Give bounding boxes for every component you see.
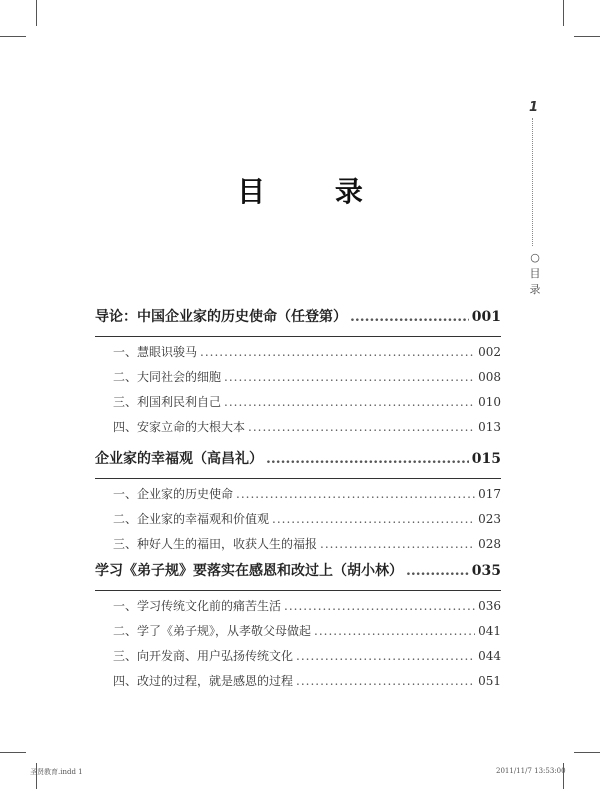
leader-dots: [406, 563, 469, 579]
leader-dots: [236, 487, 475, 501]
toc-entry[interactable]: [95, 535, 501, 560]
toc-entry[interactable]: [95, 393, 501, 418]
toc-entry[interactable]: [95, 672, 501, 697]
leader-dots: [200, 345, 475, 359]
entry-page: 051: [478, 674, 501, 688]
leader-dots: [296, 649, 475, 663]
entry-page: 010: [478, 395, 501, 409]
toc-chapter-entry[interactable]: [95, 306, 501, 337]
running-page-number: 1: [529, 100, 539, 115]
leader-dots: [296, 674, 475, 688]
leader-dots: [272, 512, 475, 526]
entry-title: 一、慧眼识骏马: [113, 345, 198, 359]
entry-title: 四、安家立命的大根大本: [113, 420, 246, 434]
page-title: 目 录: [237, 175, 393, 208]
crop-mark: [563, 0, 564, 26]
entry-title: 一、学习传统文化前的痛苦生活: [113, 599, 282, 613]
leader-dots: [284, 599, 475, 613]
entry-title: 二、企业家的幸福观和价值观: [113, 512, 270, 526]
leader-dots: [248, 420, 475, 434]
toc-entry[interactable]: [95, 343, 501, 368]
toc-entry[interactable]: [95, 418, 501, 443]
entry-title: 三、种好人生的福田，收获人生的福报: [113, 537, 318, 551]
leader-dots: [320, 537, 475, 551]
entry-page: 036: [478, 599, 501, 613]
leader-dots: [350, 309, 469, 325]
chapter-title: 企业家的幸福观（高昌礼）: [95, 451, 263, 467]
chapter-title: 导论：中国企业家的历史使命（任登第）: [95, 309, 347, 325]
toc-entry[interactable]: [95, 485, 501, 510]
entry-page: 023: [478, 512, 501, 526]
print-slug-timestamp: 2011/11/7 13:53:00: [496, 767, 566, 775]
toc-section: [95, 448, 501, 560]
leader-dots: [224, 395, 475, 409]
entry-page: 017: [478, 487, 501, 501]
leader-dots: [314, 624, 475, 638]
entry-page: 044: [478, 649, 501, 663]
entry-page: 002: [478, 345, 501, 359]
toc-entry[interactable]: [95, 368, 501, 393]
chapter-title: 学习《弟子规》要落实在感恩和改过上（胡小林）: [95, 563, 403, 579]
chapter-page: 001: [471, 309, 501, 325]
toc-entry[interactable]: [95, 597, 501, 622]
entry-title: 二、大同社会的细胞: [113, 370, 222, 384]
running-head-text: ○目 录: [529, 251, 541, 296]
leader-dots: [224, 370, 475, 384]
toc-section: [95, 560, 501, 697]
entry-page: 028: [478, 537, 501, 551]
toc-entry[interactable]: [95, 622, 501, 647]
toc-chapter-entry[interactable]: [95, 560, 501, 591]
entry-page: 013: [478, 420, 501, 434]
entry-title: 一、企业家的历史使命: [113, 487, 234, 501]
entry-page: 041: [478, 624, 501, 638]
toc-entry[interactable]: [95, 647, 501, 672]
crop-mark: [0, 752, 26, 753]
toc-section: [95, 306, 501, 443]
chapter-page: 035: [471, 563, 501, 579]
entry-title: 三、利国利民利自己: [113, 395, 222, 409]
leader-dots: [266, 451, 469, 467]
crop-mark: [574, 752, 600, 753]
chapter-page: 015: [471, 451, 501, 467]
crop-mark: [0, 36, 26, 37]
entry-title: 四、改过的过程，就是感恩的过程: [113, 674, 294, 688]
entry-title: 二、学了《弟子规》，从孝敬父母做起: [113, 624, 312, 638]
crop-mark: [574, 36, 600, 37]
toc-entry[interactable]: [95, 510, 501, 535]
entry-title: 三、向开发商、用户弘扬传统文化: [113, 649, 294, 663]
entry-page: 008: [478, 370, 501, 384]
crop-mark: [36, 0, 37, 26]
print-slug-file: 圣贤教育.indd 1: [30, 768, 83, 776]
toc-chapter-entry[interactable]: [95, 448, 501, 479]
